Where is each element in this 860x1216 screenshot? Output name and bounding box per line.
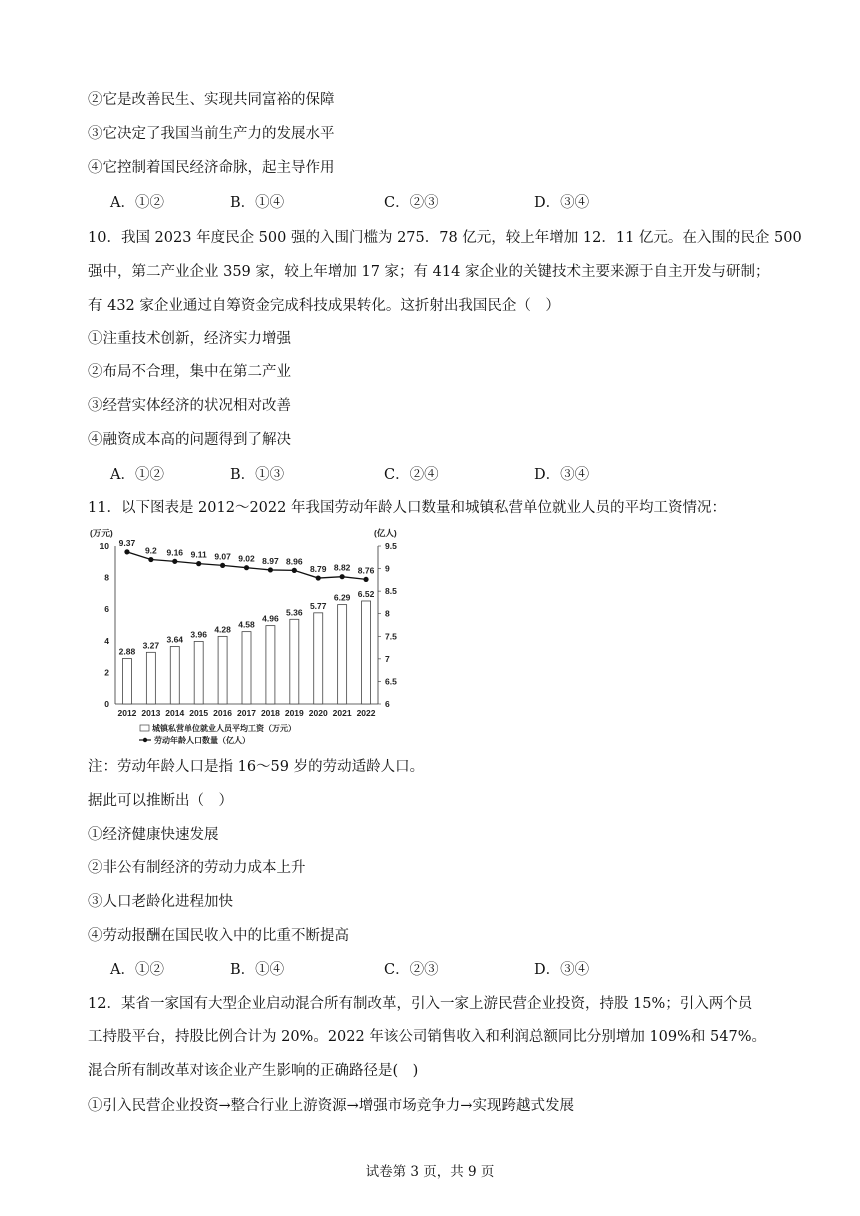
q11-item-3: ③人口老龄化进程加快 [88, 894, 233, 910]
legend-bar-label: 城镇私营单位就业人员平均工资（万元） [152, 724, 296, 733]
right-tick-label: 8 [385, 608, 390, 619]
wage-bar [290, 619, 299, 704]
x-tick-label: 2020 [308, 708, 328, 718]
wage-bar-label: 4.96 [262, 613, 279, 624]
q11-stem: 11．以下图表是 2012～2022 年我国劳动年龄人口数量和城镇私营单位就业人员的平均工资情况： [88, 500, 726, 516]
page-footer: 试卷第 3 页，共 9 页 [365, 1164, 495, 1180]
population-point-label: 9.2 [144, 545, 157, 556]
wage-bar-label: 3.27 [142, 640, 160, 651]
x-tick-label: 2015 [189, 708, 209, 718]
right-tick-label: 9.5 [385, 541, 397, 551]
population-point-label: 8.76 [357, 565, 375, 576]
right-tick-label: 8.5 [385, 586, 397, 597]
q9-option-c[interactable]: C．②③ [384, 195, 439, 211]
wage-bar [338, 605, 347, 704]
q9-item-4: ④它控制着国民经济命脉，起主导作用 [88, 160, 335, 176]
left-tick-label: 2 [104, 667, 109, 678]
q11-option-b[interactable]: B．①④ [230, 962, 285, 978]
q11-item-4: ④劳动报酬在国民收入中的比重不断提高 [88, 928, 349, 944]
q11-option-c[interactable]: C．②③ [384, 962, 439, 978]
left-tick-label: 0 [104, 699, 109, 709]
x-tick-label: 2014 [165, 708, 185, 718]
q11-option-a[interactable]: A．①② [110, 962, 164, 978]
q10-item-1: ①注重技术创新，经济实力增强 [88, 331, 291, 347]
population-point [196, 561, 201, 566]
wage-bar-label: 4.28 [214, 624, 231, 635]
wage-bar-label: 3.64 [166, 634, 184, 645]
q12-item-1: ①引入民营企业投资→整合行业上游资源→增强市场竞争力→实现跨越式发展 [88, 1098, 574, 1114]
q9-option-a[interactable]: A．①② [110, 195, 164, 211]
population-point [316, 575, 321, 580]
wage-bar-label: 3.96 [190, 629, 207, 640]
population-point [172, 559, 177, 564]
wage-bar-label: 2.88 [118, 646, 136, 657]
q11-item-2: ②非公有制经济的劳动力成本上升 [88, 860, 306, 876]
q10-option-a[interactable]: A．①② [110, 467, 164, 483]
population-point [220, 563, 225, 568]
population-point-label: 8.79 [309, 564, 327, 575]
wage-bar [122, 658, 131, 704]
wage-bar-label: 5.36 [286, 607, 303, 618]
population-point [124, 549, 129, 554]
legend-bar-swatch [140, 725, 149, 731]
x-tick-label: 2017 [237, 708, 256, 718]
legend-line-label: 劳动年龄人口数量（亿人） [154, 736, 250, 745]
right-axis-unit: (亿人) [374, 528, 397, 538]
q11-option-d[interactable]: D．③④ [534, 962, 590, 978]
x-tick-label: 2013 [141, 708, 161, 718]
right-tick-label: 7.5 [385, 631, 397, 642]
wage-bar [170, 646, 179, 704]
population-point [292, 568, 297, 573]
wage-bar [362, 601, 371, 704]
q10-stem-line-3: 有 432 家企业通过自筹资金完成科技成果转化。这折射出我国民企（ ） [88, 298, 560, 314]
q11-note: 注：劳动年龄人口是指 16～59 岁的劳动适龄人口。 [88, 759, 425, 775]
x-tick-label: 2022 [356, 708, 376, 718]
population-point [148, 557, 153, 562]
chart-legend [139, 723, 296, 745]
population-point [340, 574, 345, 579]
q10-option-d[interactable]: D．③④ [534, 467, 590, 483]
population-point-label: 9.37 [118, 537, 136, 548]
wage-bar [146, 652, 155, 704]
x-tick-label: 2016 [213, 708, 233, 718]
q10-stem-line-2: 强中，第二产业企业 359 家，较上年增加 17 家；有 414 家企业的关键技术主要来源于自主开发与研制； [88, 264, 770, 280]
population-point-label: 9.07 [214, 551, 231, 562]
x-tick-label: 2018 [260, 708, 280, 718]
wage-bars [119, 589, 375, 704]
q12-stem-line-1: 12．某省一家国有大型企业启动混合所有制改革，引入一家上游民营企业投资，持股 15%；引入两个员 [88, 996, 753, 1012]
q11-item-1: ①经济健康快速发展 [88, 827, 219, 843]
left-axis-unit: (万元) [90, 528, 113, 538]
legend-line-marker [143, 738, 147, 742]
q9-item-2: ②它是改善民生、实现共同富裕的保障 [88, 92, 335, 108]
q9-option-d[interactable]: D．③④ [534, 195, 590, 211]
population-point-label: 8.97 [262, 555, 279, 566]
q12-stem-line-3: 混合所有制改革对该企业产生影响的正确路径是( ) [88, 1063, 419, 1079]
q10-item-4: ④融资成本高的问题得到了解决 [88, 432, 291, 448]
q10-item-3: ③经营实体经济的状况相对改善 [88, 398, 291, 414]
population-point [244, 565, 249, 570]
right-tick-label: 6 [385, 699, 390, 709]
population-point [268, 567, 273, 572]
wage-bar-label: 6.29 [333, 592, 351, 603]
q10-stem-line-1: 10．我国 2023 年度民企 500 强的入围门槛为 275．78 亿元，较上年增加 12．11 亿元。在入围的民企 500 [88, 230, 802, 246]
right-tick-label: 7 [385, 653, 390, 664]
left-tick-label: 10 [99, 541, 109, 551]
x-tick-label: 2012 [117, 708, 137, 718]
q10-item-2: ②布局不合理，集中在第二产业 [88, 364, 291, 380]
wage-bar [218, 636, 227, 704]
q11-ask: 据此可以推断出（ ） [88, 793, 233, 809]
x-tick-label: 2019 [284, 708, 304, 718]
wage-bar-label: 6.52 [357, 588, 375, 599]
population-point-label: 9.16 [166, 547, 184, 558]
q10-option-c[interactable]: C．②④ [384, 467, 439, 483]
q10-option-b[interactable]: B．①③ [230, 467, 285, 483]
x-tick-label: 2021 [332, 708, 352, 718]
q9-option-b[interactable]: B．①④ [230, 195, 285, 211]
q9-item-3: ③它决定了我国当前生产力的发展水平 [88, 126, 335, 142]
population-point-label: 9.02 [238, 553, 255, 564]
population-point-label: 8.96 [286, 556, 303, 567]
population-point [363, 577, 368, 582]
wage-bar [314, 613, 323, 704]
wage-bar [194, 641, 203, 704]
wage-bar [266, 626, 275, 704]
left-tick-label: 8 [104, 572, 109, 583]
wage-population-chart [82, 522, 422, 752]
left-tick-label: 6 [104, 604, 109, 615]
wage-bar [242, 632, 251, 704]
wage-bar-label: 5.77 [309, 600, 327, 611]
population-line [119, 538, 375, 582]
population-point-label: 8.82 [333, 562, 351, 573]
wage-bar-label: 4.58 [238, 619, 255, 630]
q12-stem-line-2: 工持股平台，持股比例合计为 20%。2022 年该公司销售收入和利润总额同比分别增加 109%和 547%。 [88, 1029, 766, 1045]
left-tick-label: 4 [104, 635, 109, 646]
right-tick-label: 9 [385, 563, 390, 574]
population-point-label: 9.11 [190, 549, 207, 560]
right-tick-label: 6.5 [385, 676, 397, 687]
